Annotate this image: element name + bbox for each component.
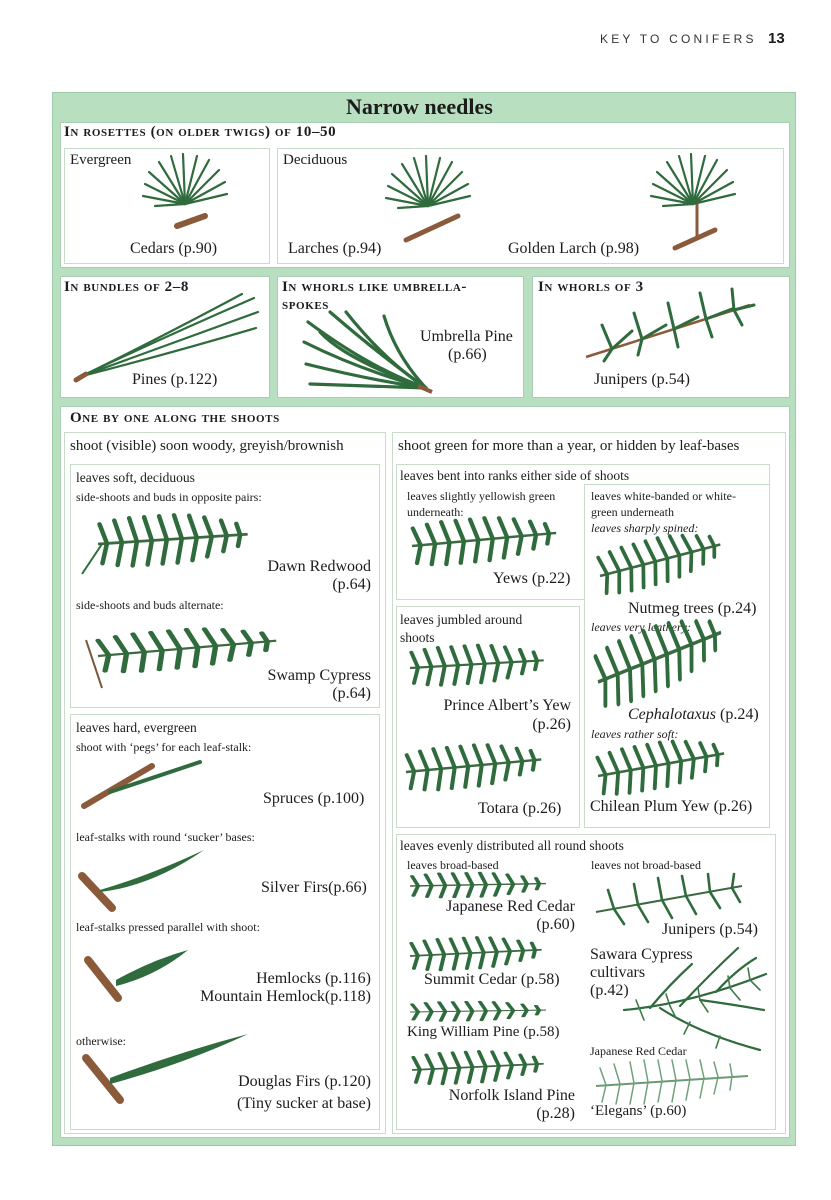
king-william-pine-label: King William Pine (p.58) bbox=[407, 1024, 560, 1040]
sawara-cypress-illustration bbox=[620, 944, 770, 1058]
sawara-cypress-label-1: Sawara Cypress bbox=[590, 946, 693, 963]
spruce-illustration bbox=[80, 756, 206, 814]
king-william-pine-illustration bbox=[406, 998, 550, 1026]
soft-note: leaves rather soft: bbox=[591, 727, 679, 741]
japanese-red-cedar-illustration bbox=[406, 872, 550, 900]
nutmeg-label: Nutmeg trees (p.24) bbox=[628, 600, 757, 617]
green-heading: shoot green for more than a year, or hidden by leaf-bases bbox=[398, 438, 740, 454]
silver-fir-illustration bbox=[76, 846, 208, 916]
one-by-one-heading: One by one along the shoots bbox=[70, 410, 280, 426]
sucker-note: leaf-stalks with round ‘sucker’ bases: bbox=[76, 830, 255, 844]
parallel-note: leaf-stalks pressed parallel with shoot: bbox=[76, 920, 260, 934]
juniper-evenly-illustration bbox=[594, 872, 744, 926]
umbrella-heading-2: spokes bbox=[282, 297, 330, 313]
douglas-firs-label: Douglas Firs (p.120) bbox=[238, 1073, 371, 1090]
norfolk-island-pine-illustration bbox=[408, 1050, 548, 1086]
yellowish-note-1: leaves slightly yellowish green bbox=[407, 489, 556, 503]
white-banded-note-1: leaves white-banded or white- bbox=[591, 489, 736, 503]
umbrella-pine-page: (p.66) bbox=[448, 346, 487, 363]
cephalotaxus-page: (p.24) bbox=[716, 706, 759, 723]
dawn-redwood-label: Dawn Redwood bbox=[267, 558, 371, 575]
yew-illustration bbox=[408, 518, 560, 566]
jumbled-heading-1: leaves jumbled around bbox=[400, 612, 523, 627]
larch-rosette-illustration bbox=[383, 154, 478, 246]
japanese-red-cedar-page: (p.60) bbox=[536, 916, 575, 933]
page-number: 13 bbox=[768, 30, 785, 47]
chilean-plum-yew-illustration bbox=[594, 742, 730, 796]
swamp-cypress-page: (p.64) bbox=[332, 685, 371, 702]
white-banded-note-2: green underneath bbox=[591, 505, 674, 519]
pegs-note: shoot with ‘pegs’ for each leaf-stalk: bbox=[76, 740, 252, 754]
dawn-redwood-illustration bbox=[80, 508, 252, 578]
golden-larch-label: Golden Larch (p.98) bbox=[508, 240, 640, 257]
japanese-red-cedar-label: Japanese Red Cedar bbox=[446, 898, 575, 915]
summit-cedar-label: Summit Cedar (p.58) bbox=[424, 971, 560, 988]
pines-label: Pines (p.122) bbox=[132, 371, 218, 388]
deciduous-label: Deciduous bbox=[283, 152, 348, 168]
prince-alberts-yew-page: (p.26) bbox=[532, 716, 571, 733]
prince-alberts-yew-illustration bbox=[406, 644, 546, 690]
yellowish-note-2: underneath: bbox=[407, 505, 464, 519]
jumbled-heading-2: shoots bbox=[400, 630, 435, 645]
norfolk-island-pine-label: Norfolk Island Pine bbox=[448, 1087, 575, 1104]
swamp-cypress-label: Swamp Cypress bbox=[267, 667, 371, 684]
ranks-heading: leaves bent into ranks either side of shoots bbox=[400, 468, 630, 483]
cedar-rosette-illustration bbox=[140, 152, 230, 234]
evenly-heading: leaves evenly distributed all round shoots bbox=[400, 838, 624, 853]
alternate-note: side-shoots and buds alternate: bbox=[76, 598, 224, 612]
umbrella-pine-label: Umbrella Pine bbox=[420, 328, 513, 345]
elegans-label: ‘Elegans’ (p.60) bbox=[590, 1103, 687, 1119]
main-title: Narrow needles bbox=[346, 94, 493, 119]
hemlocks-label: Hemlocks (p.116) bbox=[256, 970, 371, 987]
hard-evergreen-heading: leaves hard, evergreen bbox=[76, 720, 197, 735]
douglas-fir-illustration bbox=[80, 1030, 252, 1106]
cephalotaxus-name: Cephalotaxus bbox=[628, 706, 716, 723]
sawara-cypress-label-3: (p.42) bbox=[590, 982, 629, 999]
totara-illustration bbox=[402, 744, 546, 794]
otherwise-note: otherwise: bbox=[76, 1034, 126, 1048]
rosettes-heading: In rosettes (on older twigs) of 10–50 bbox=[64, 124, 337, 140]
bundles-heading: In bundles of 2–8 bbox=[64, 279, 189, 295]
cedars-label: Cedars (p.90) bbox=[130, 240, 218, 257]
prince-alberts-yew-label: Prince Albert’s Yew bbox=[443, 697, 571, 714]
cephalotaxus-label bbox=[628, 706, 759, 724]
chilean-plum-yew-label: Chilean Plum Yew (p.26) bbox=[590, 798, 753, 815]
hemlock-illustration bbox=[82, 946, 192, 1004]
junipers-evenly-label: Junipers (p.54) bbox=[662, 921, 758, 938]
nutmeg-illustration bbox=[596, 540, 726, 598]
umbrella-heading-1: In whorls like umbrella- bbox=[282, 279, 468, 295]
spined-note: leaves sharply spined: bbox=[591, 521, 699, 535]
whorls3-heading: In whorls of 3 bbox=[538, 279, 644, 295]
juniper-whorl-illustration bbox=[582, 285, 757, 363]
summit-cedar-illustration bbox=[406, 938, 546, 972]
japanese-red-cedar-elegans-illustration bbox=[592, 1056, 752, 1106]
soft-deciduous-heading: leaves soft, deciduous bbox=[76, 470, 195, 485]
totara-label: Totara (p.26) bbox=[478, 800, 562, 817]
leathery-note: leaves very leathery: bbox=[591, 620, 691, 634]
larches-label: Larches (p.94) bbox=[288, 240, 382, 257]
not-broad-based-note: leaves not broad-based bbox=[591, 858, 701, 872]
woody-heading: shoot (visible) soon woody, greyish/brownish bbox=[70, 438, 344, 454]
norfolk-island-pine-page: (p.28) bbox=[536, 1105, 575, 1122]
umbrella-pine-illustration bbox=[300, 308, 435, 396]
tiny-sucker-note: (Tiny sucker at base) bbox=[236, 1095, 371, 1112]
running-title: KEY TO CONIFERS bbox=[600, 32, 757, 46]
cephalotaxus-illustration bbox=[594, 632, 728, 704]
sawara-cypress-label-2: cultivars bbox=[590, 964, 646, 981]
dawn-redwood-page: (p.64) bbox=[332, 576, 371, 593]
golden-larch-rosette-illustration bbox=[648, 152, 748, 252]
opposite-pairs-note: side-shoots and buds in opposite pairs: bbox=[76, 490, 262, 504]
japanese-red-cedar-2-label: Japanese Red Cedar bbox=[590, 1044, 687, 1058]
spruces-label: Spruces (p.100) bbox=[263, 790, 365, 807]
evergreen-label: Evergreen bbox=[70, 152, 132, 168]
junipers-whorl-label: Junipers (p.54) bbox=[594, 371, 690, 388]
broad-based-note: leaves broad-based bbox=[407, 858, 499, 872]
swamp-cypress-illustration bbox=[80, 616, 280, 692]
mountain-hemlock-label: Mountain Hemlock(p.118) bbox=[200, 988, 371, 1005]
silver-firs-label: Silver Firs(p.66) bbox=[261, 879, 367, 896]
yews-label: Yews (p.22) bbox=[493, 570, 571, 587]
